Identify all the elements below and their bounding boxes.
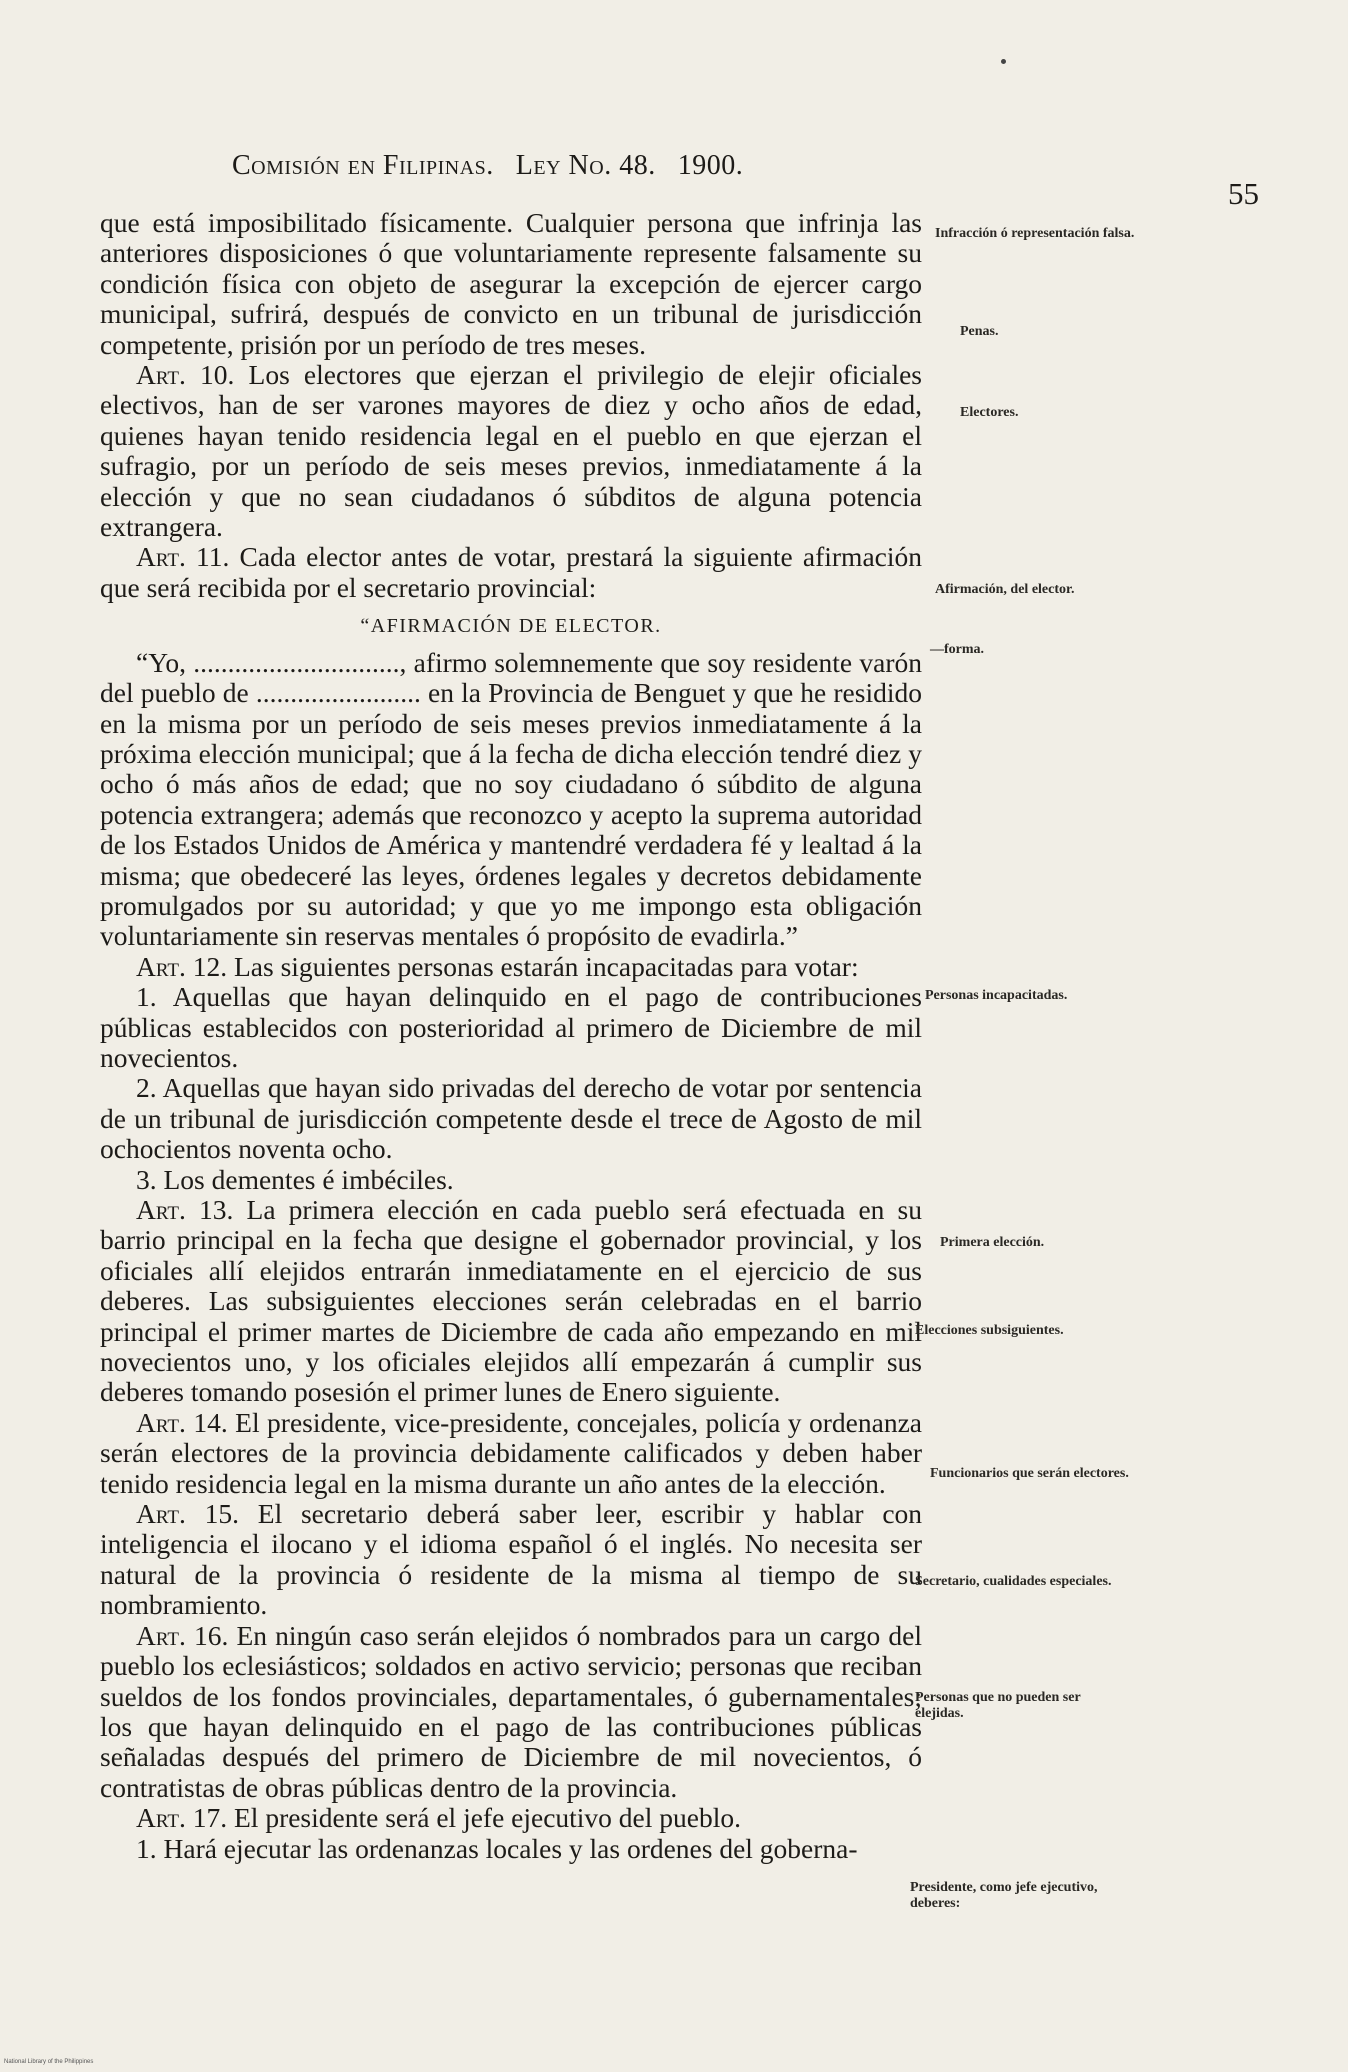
margin-note: Secretario, cualidades especiales. [915,1574,1112,1589]
affirmation-form: “Yo, .............................., afirmo solemnemente que soy residente varón del pueblo de ........................ en la Provincia de Benguet y que he residido en la misma por un período de seis meses previos inmediatamente á la próxima elección municipal; que á la fecha de dicha elección tendré diez y ocho ó más años de edad; que no soy ciudadano ó súbdito de alguna potencia extrangera; además que reconozco y acepto la suprema autoridad de los Estados Unidos de América y mantendré verdadera fé y lealtad á la misma; que obedeceré las leyes, órdenes legales y decretos debidamente promulgados por su autoridad; y que yo me impongo esta obligación voluntariamente sin reservas mentales ó propósito de evadirla.” [100,646,922,952]
article-label: Art. 16. [136,1619,229,1651]
margin-note: Elecciones subsiguientes. [915,1323,1064,1338]
article-11: Art. 11. Cada elector antes de votar, prestará la siguiente afirmación que será recibida por el secretario provincial: [100,541,923,603]
margin-note: —forma. [930,642,985,657]
article-12: Art. 12. Las siguientes personas estarán incapacitadas para votar: [136,950,859,982]
running-header [232,150,743,182]
main-text [100,208,922,1864]
margin-note: Personas incapacitadas. [925,988,1068,1003]
paragraph: que está imposibilitado físicamente. Cualquier persona que infrinja las anteriores disposiciones ó que voluntariamente represente falsamente su condición física con objeto de asegurar la excepción de ejercer cargo municipal, sufrirá, después de convicto en un tribunal de jurisdicción competente, prisión por un período de tres meses. [100,207,922,360]
article-13: Art. 13. La primera elección en cada pueblo será efectuada en su barrio principal en la fecha que designe el gobernador provincial, y los oficiales allí elejidos entrarán inmediatamente en el ejercicio de sus deberes. Las subsiguientes elecciones serán celebradas en el barrio principal el primer martes de Diciembre de cada año empezando en mil novecientos uno, y los oficiales elejidos allí empezarán á cumplir sus deberes tomando posesión el primer lunes de Enero siguiente. [100,1194,923,1408]
margin-note: Electores. [960,405,1019,420]
margin-note: Afirmación, del elector. [935,582,1075,597]
article-14: Art. 14. El presidente, vice-presidente, concejales, policía y ordenanza serán electores de la provincia debidamente calificados y deben haber tenido residencia legal en la misma durante un año antes de la elección. [100,1406,922,1499]
header-year: 1900. [677,150,744,181]
article-17: Art. 17. El presidente será el jefe ejecutivo del pueblo. [136,1802,742,1834]
article-16: Art. 16. En ningún caso serán elejidos ó nombrados para un cargo del pueblo los eclesiásticos; soldados en activo servicio; personas que reciban sueldos de los fondos provinciales, departamentales, ó gubernamentales; los que hayan delinquido en el pago de las contribuciones públicas señaladas después del primero de Diciembre de mil novecientos, ó contratistas de obras públicas dentro de la provincia. [100,1619,922,1803]
article-label: Art. 10. [136,359,235,391]
article-10: Art. 10. Los electores que ejerzan el privilegio de elejir oficiales electivos, han de ser varones mayores de diez y ocho años de edad, quienes hayan tenido residencia legal en el pueblo en que ejerzan el sufragio, por un período de seis meses previos, inmediatamente á la elección y que no sean ciudadanos ó súbditos de alguna potencia extrangera. [100,359,923,543]
article-label: Art. 13. [136,1194,234,1225]
article-label: Art. 14. [136,1406,228,1438]
list-item: 3. Los dementes é imbéciles. [136,1163,454,1195]
scan-speck [1001,59,1006,64]
margin-note: Infracción ó representación falsa. [935,226,1135,241]
list-item: 1. Aquellas que hayan delinquido en el pago de contribuciones públicas establecidos con posterioridad al primero de Diciembre de mil novecientos. [100,981,922,1073]
list-item: 2. Aquellas que hayan sido privadas del derecho de votar por sentencia de un tribunal de jurisdicción competente desde el trece de Agosto de mil ochocientos noventa ocho. [100,1072,922,1165]
margin-note: Presidente, como jefe ejecutivo, deberes: [910,1880,1098,1911]
scan-footer: National Library of the Philippines [4,2059,94,2065]
header-law: Ley No. 48. [515,150,656,181]
margin-note: Personas que no pueden ser elejidas. [915,1690,1081,1721]
article-label: Art. 12. [136,950,228,982]
list-item: 1. Hará ejecutar las ordenanzas locales y las ordenes del goberna- [136,1832,858,1864]
article-label: Art. 17. [136,1802,228,1834]
margin-note: Funcionarios que serán electores. [930,1466,1129,1481]
margin-note: Primera elección. [940,1235,1045,1250]
page-number: 55 [1228,176,1259,211]
article-label: Art. 15. [136,1498,240,1530]
form-heading: “AFIRMACIÓN DE ELECTOR. [360,615,662,638]
article-15: Art. 15. El secretario deberá saber leer, escribir y hablar con inteligencia el ilocano y el idioma español ó el inglés. No necesita ser natural de la provincia ó residente de la misma al tiempo de su nombramiento. [100,1498,923,1621]
header-commission: Comisión en Filipinas. [232,150,494,181]
article-label: Art. 11. [136,541,230,573]
margin-note: Penas. [960,324,999,339]
